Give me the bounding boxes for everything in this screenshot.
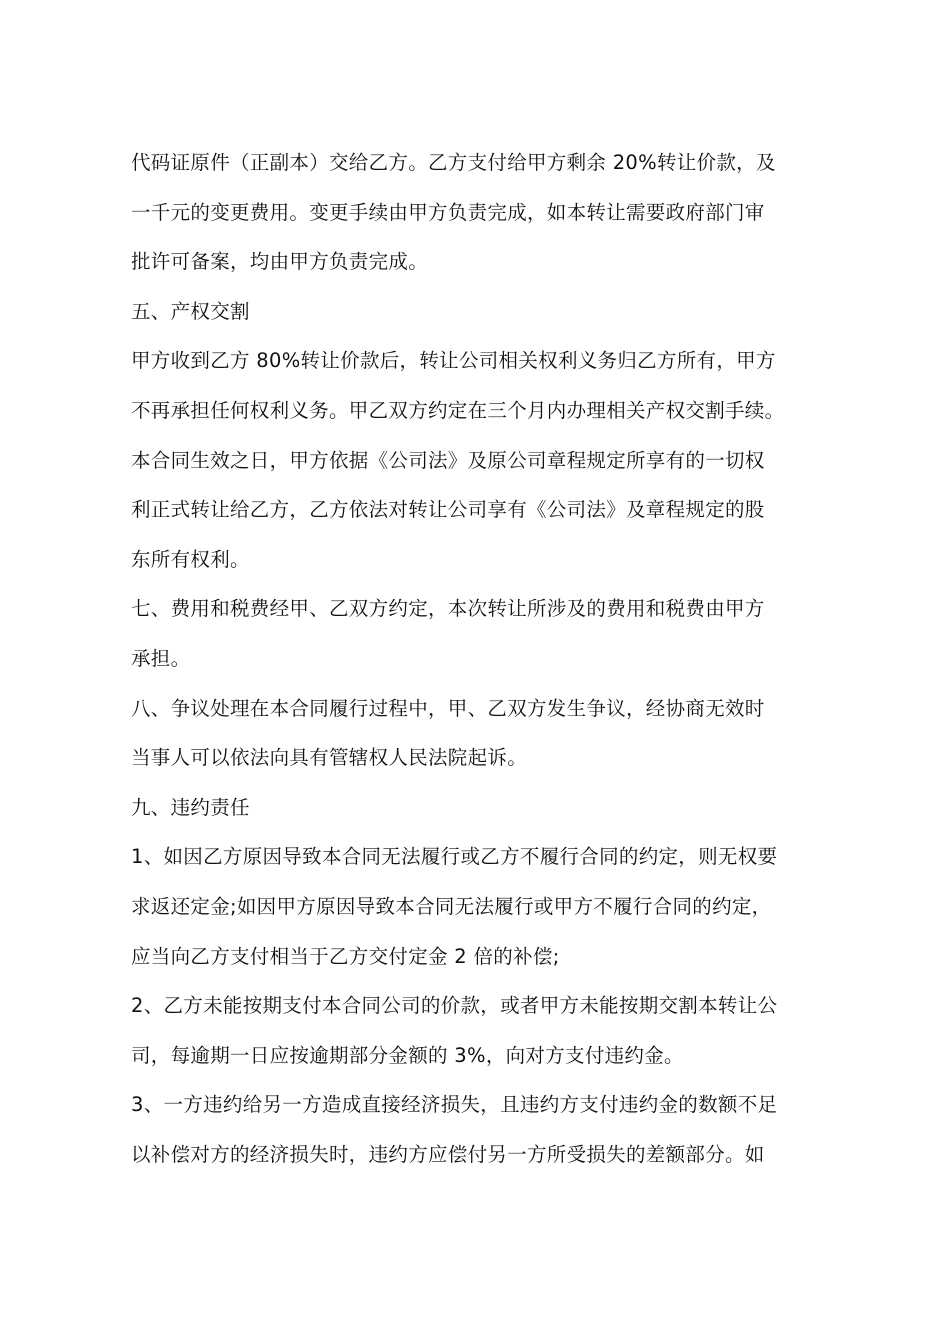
text-line: 批许可备案，均由甲方负责完成。 — [131, 250, 429, 274]
text-line: 1、如因乙方原因导致本合同无法履行或乙方不履行合同的约定，则无权要 — [131, 845, 778, 869]
section-heading: 五、产权交割 — [131, 299, 250, 323]
text-line: 应当向乙方支付相当于乙方交付定金 2 倍的补偿; — [131, 944, 560, 968]
text-line: 3、一方违约给另一方造成直接经济损失，且违约方支付违约金的数额不足 — [131, 1093, 778, 1117]
text-line: 2、乙方未能按期支付本合同公司的价款，或者甲方未能按期交割本转让公 — [131, 994, 778, 1018]
text-line: 以补偿对方的经济损失时，违约方应偿付另一方所受损失的差额部分。如 — [131, 1142, 765, 1166]
text-line: 一千元的变更费用。变更手续由甲方负责完成，如本转让需要政府部门审 — [131, 200, 765, 224]
text-line: 当事人可以依法向具有管辖权人民法院起诉。 — [131, 746, 528, 770]
text-line: 利正式转让给乙方，乙方依法对转让公司享有《公司法》及章程规定的股 — [131, 498, 765, 522]
text-line: 甲方收到乙方 80%转让价款后，转让公司相关权利义务归乙方所有，甲方 — [131, 349, 776, 373]
document-body — [131, 138, 831, 1179]
section-heading: 九、违约责任 — [131, 795, 250, 819]
text-line: 司，每逾期一日应按逾期部分金额的 3%，向对方支付违约金。 — [131, 1043, 684, 1067]
text-line: 不再承担任何权利义务。甲乙双方约定在三个月内办理相关产权交割手续。 — [131, 398, 785, 422]
text-line: 八、争议处理在本合同履行过程中，甲、乙双方发生争议，经协商无效时 — [131, 696, 765, 720]
text-line: 东所有权利。 — [131, 547, 250, 571]
text-line: 七、费用和税费经甲、乙双方约定，本次转让所涉及的费用和税费由甲方 — [131, 597, 765, 621]
text-line: 求返还定金;如因甲方原因导致本合同无法履行或甲方不履行合同的约定， — [131, 894, 772, 918]
text-line: 代码证原件（正副本）交给乙方。乙方支付给甲方剩余 20%转让价款，及 — [131, 151, 776, 174]
text-line: 本合同生效之日，甲方依据《公司法》及原公司章程规定所享有的一切权 — [131, 448, 765, 472]
text-line: 承担。 — [131, 646, 191, 670]
